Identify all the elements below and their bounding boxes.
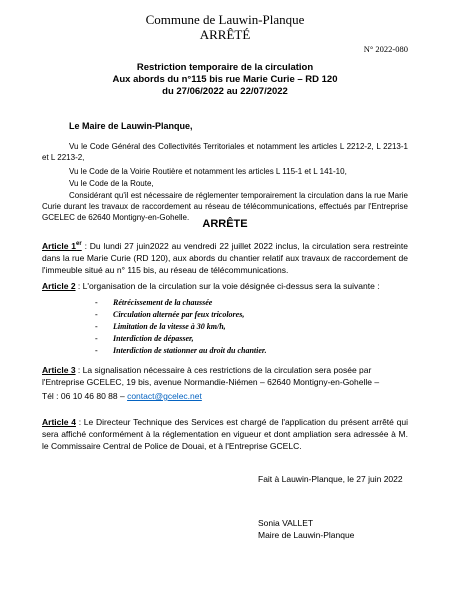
considerant: Considérant qu'il est nécessaire de réglementer temporairement la circulation dans la rue Marie Curie durant les travaux de raccordement au réseau de télécommunications, effectués par l'Entreprise GCELEC de 62640 Montigny-en-Gohelle. (42, 191, 408, 222)
article-2-label: Article 2 (42, 281, 76, 291)
article-3 (42, 364, 408, 388)
title-line-1: Restriction temporaire de la circulation (136, 62, 314, 73)
title-line-3: du 27/06/2022 au 22/07/2022 (162, 86, 288, 97)
article-3-contact (42, 390, 202, 402)
act-type-heading: ARRÊTÉ (199, 27, 251, 42)
article-3-phone: Tél : 06 10 46 80 88 – (42, 391, 128, 401)
article-1 (42, 238, 408, 276)
article-1-text: : Du lundi 27 juin2022 au vendredi 22 juillet 2022 inclus, la circulation sera restreinte dans la rue Marie Curie (RD 120), aux abords du chantier relatif aux travaux de raccordement de l'immeuble situé au n° 115 bis, au réseau de télécommunications. (42, 240, 408, 275)
article-4-label: Article 4 (42, 417, 76, 427)
article-4 (42, 416, 408, 452)
vu-voirie: Vu le Code de la Voirie Routière et notamment les articles L 115-1 et L 141-10, (69, 167, 347, 176)
article-2 (42, 280, 408, 292)
article-3-label: Article 3 (42, 365, 76, 375)
article-1-label: Article 1er (42, 240, 82, 251)
act-number: N° 2022-080 (363, 44, 408, 54)
place-date: Fait à Lauwin-Planque, le 27 juin 2022 (258, 474, 403, 484)
article-4-text: : Le Directeur Technique des Services est chargé de l'application du présent arrêté qui sera affiché conformément à la réglementation en vigueur et dont ampliation sera adressée à M. le Commissaire Central de Police de Douai, et à l'Entreprise GCELC. (42, 417, 408, 451)
commune-heading: Commune de Lauwin-Planque (145, 12, 305, 27)
arrete-heading: ARRÊTE (202, 218, 248, 230)
title-line-2: Aux abords du n°115 bis rue Marie Curie – RD 120 (112, 74, 338, 85)
signatory-role: Maire de Lauwin-Planque (258, 530, 355, 540)
measures-list (95, 297, 395, 357)
contact-email-link[interactable]: contact@gcelec.net (127, 391, 202, 401)
measure-item: - Rétrécissement de la chaussée (95, 297, 395, 309)
mayor-line: Le Maire de Lauwin-Planque, (69, 121, 193, 131)
article-2-text: : L'organisation de la circulation sur la voie désignée ci-dessus sera la suivante : (75, 281, 380, 291)
measure-item: - Circulation alternée par feux tricolores, (95, 309, 395, 321)
measure-item: - Interdiction de stationner au droit du chantier. (95, 345, 395, 357)
vu-cgct: Vu le Code Général des Collectivités Territoriales et notamment les articles L 2212-2, L 2213-1 et L 2213-2, (42, 142, 408, 162)
vu-route: Vu le Code de la Route, (69, 179, 154, 188)
signatory-name: Sonia VALLET (258, 518, 314, 528)
title-block (0, 62, 450, 98)
measure-item: - Interdiction de dépasser, (95, 333, 395, 345)
article-3-text: : La signalisation nécessaire à ces restrictions de la circulation sera posée par l'Entreprise GCELEC, 19 bis, avenue Normandie-Niémen – 62640 Montigny-en-Gohelle – (42, 365, 380, 387)
measure-item: - Limitation de la vitesse à 30 km/h, (95, 321, 395, 333)
